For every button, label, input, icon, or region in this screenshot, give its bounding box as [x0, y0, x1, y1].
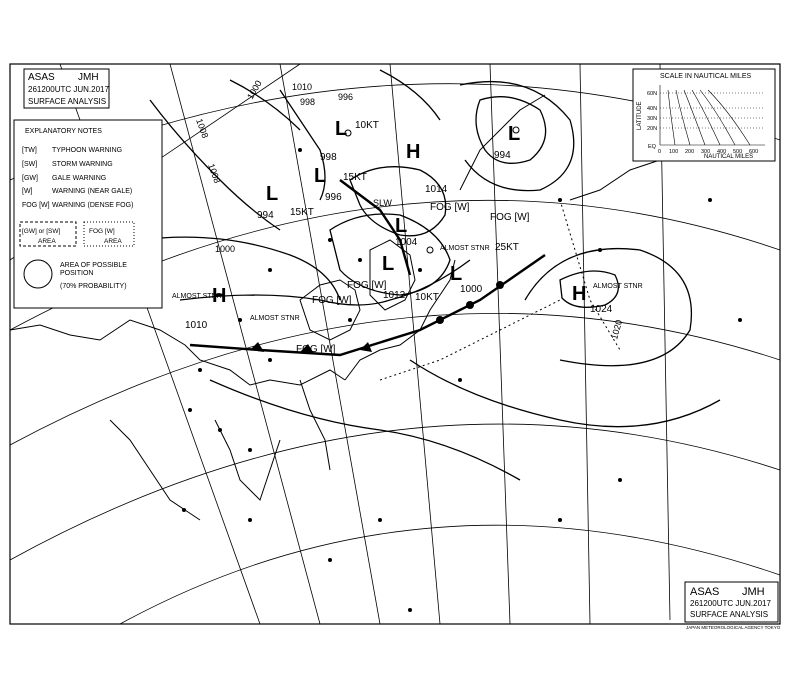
svg-text:1012: 1012 [383, 290, 406, 301]
svg-text:1010: 1010 [185, 320, 208, 331]
svg-text:FOG [W]: FOG [W] [347, 280, 387, 291]
svg-text:JMH: JMH [742, 586, 765, 598]
svg-text:1020: 1020 [609, 318, 625, 341]
svg-text:600: 600 [749, 149, 759, 155]
svg-text:JAPAN METEOROLOGICAL AGENCY TO: JAPAN METEOROLOGICAL AGENCY TOKYO [686, 625, 781, 630]
svg-text:1010: 1010 [292, 82, 313, 92]
svg-text:H: H [212, 285, 227, 307]
svg-text:200: 200 [685, 149, 695, 155]
svg-text:AREA: AREA [38, 238, 56, 245]
svg-text:1004: 1004 [395, 237, 418, 248]
scale-box [633, 69, 775, 161]
svg-text:L: L [266, 183, 279, 205]
svg-text:AREA: AREA [104, 238, 122, 245]
svg-text:SLW: SLW [373, 198, 392, 208]
svg-text:TYPHOON WARNING: TYPHOON WARNING [52, 147, 123, 154]
svg-text:POSITION: POSITION [60, 270, 94, 277]
low-center [320, 118, 379, 163]
svg-text:(70% PROBABILITY): (70% PROBABILITY) [60, 283, 127, 290]
svg-text:[SW]: [SW] [22, 161, 38, 168]
legend-box [14, 120, 162, 308]
svg-text:ALMOST STNR: ALMOST STNR [172, 293, 222, 300]
svg-text:ALMOST STNR: ALMOST STNR [250, 315, 300, 322]
svg-text:EQ: EQ [648, 144, 656, 150]
fronts [190, 180, 620, 380]
svg-text:ASAS: ASAS [28, 72, 55, 83]
svg-text:0: 0 [658, 149, 662, 155]
svg-text:[GW]: [GW] [22, 175, 38, 182]
svg-text:1008: 1008 [194, 117, 211, 140]
svg-text:30N: 30N [647, 116, 658, 122]
svg-text:L: L [314, 165, 327, 187]
svg-text:[W]: [W] [22, 188, 33, 195]
svg-text:WARNING (NEAR GALE): WARNING (NEAR GALE) [52, 188, 133, 195]
svg-text:L: L [450, 263, 463, 285]
svg-text:100: 100 [669, 149, 679, 155]
pressure-centers [172, 118, 643, 331]
svg-text:STORM WARNING: STORM WARNING [52, 161, 113, 168]
svg-text:ALMOST STNR: ALMOST STNR [593, 283, 643, 290]
svg-text:1000: 1000 [215, 244, 236, 254]
svg-text:FOG [W]: FOG [W] [490, 212, 530, 223]
svg-text:L: L [335, 118, 348, 140]
svg-text:1000: 1000 [245, 78, 264, 101]
svg-text:15KT: 15KT [290, 207, 314, 218]
svg-text:LATITUDE: LATITUDE [637, 101, 643, 130]
svg-text:FOG [W]: FOG [W] [296, 344, 336, 355]
low-center [257, 183, 314, 221]
svg-text:SURFACE ANALYSIS: SURFACE ANALYSIS [28, 97, 107, 106]
svg-text:1008: 1008 [206, 162, 223, 185]
fog-warnings [250, 198, 530, 355]
svg-text:994: 994 [494, 150, 511, 161]
svg-text:40N: 40N [647, 106, 658, 112]
svg-text:JMH: JMH [78, 72, 99, 83]
svg-text:400: 400 [717, 149, 727, 155]
svg-text:1014: 1014 [425, 184, 448, 195]
svg-text:10KT: 10KT [415, 292, 439, 303]
svg-text:L: L [395, 215, 408, 237]
svg-text:[GW] or [SW]: [GW] or [SW] [22, 228, 61, 235]
svg-text:AREA OF POSSIBLE: AREA OF POSSIBLE [60, 262, 127, 269]
svg-text:H: H [406, 141, 421, 163]
svg-text:WARNING (DENSE FOG): WARNING (DENSE FOG) [52, 202, 134, 209]
svg-text:996: 996 [338, 92, 354, 102]
svg-text:1000: 1000 [460, 284, 483, 295]
svg-text:15KT: 15KT [343, 172, 367, 183]
svg-text:FOG [W]: FOG [W] [312, 295, 352, 306]
svg-text:60N: 60N [647, 91, 658, 97]
high-center [572, 283, 643, 315]
svg-text:GALE WARNING: GALE WARNING [52, 175, 107, 182]
svg-text:SCALE IN NAUTICAL MILES: SCALE IN NAUTICAL MILES [660, 73, 752, 80]
svg-text:NAUTICAL MILES: NAUTICAL MILES [704, 154, 754, 160]
svg-text:FOG [W]: FOG [W] [89, 228, 115, 235]
svg-text:300: 300 [701, 149, 711, 155]
header-box [24, 69, 109, 108]
svg-text:ASAS: ASAS [690, 586, 720, 598]
svg-text:SURFACE ANALYSIS: SURFACE ANALYSIS [690, 610, 769, 619]
svg-text:1024: 1024 [590, 304, 613, 315]
svg-text:261200UTC JUN.2017: 261200UTC JUN.2017 [28, 85, 109, 94]
svg-text:FOG [W]: FOG [W] [22, 202, 50, 209]
svg-text:L: L [508, 123, 521, 145]
svg-text:EXPLANATORY NOTES: EXPLANATORY NOTES [25, 128, 102, 135]
svg-text:25KT: 25KT [495, 242, 519, 253]
svg-text:500: 500 [733, 149, 743, 155]
svg-text:994: 994 [257, 210, 274, 221]
svg-text:FOG [W]: FOG [W] [430, 202, 470, 213]
svg-text:998: 998 [300, 97, 316, 107]
svg-text:L: L [382, 253, 395, 275]
svg-text:H: H [572, 283, 587, 305]
footer-box [685, 582, 781, 630]
svg-text:261200UTC JUN.2017: 261200UTC JUN.2017 [690, 599, 771, 608]
svg-text:20N: 20N [647, 126, 658, 132]
svg-text:[TW]: [TW] [22, 147, 37, 154]
svg-text:10KT: 10KT [355, 120, 379, 131]
svg-text:ALMOST STNR: ALMOST STNR [440, 245, 490, 252]
svg-text:998: 998 [320, 152, 337, 163]
high-center [172, 285, 226, 331]
low-center [494, 123, 520, 161]
low-center [395, 215, 418, 248]
svg-text:996: 996 [325, 192, 342, 203]
